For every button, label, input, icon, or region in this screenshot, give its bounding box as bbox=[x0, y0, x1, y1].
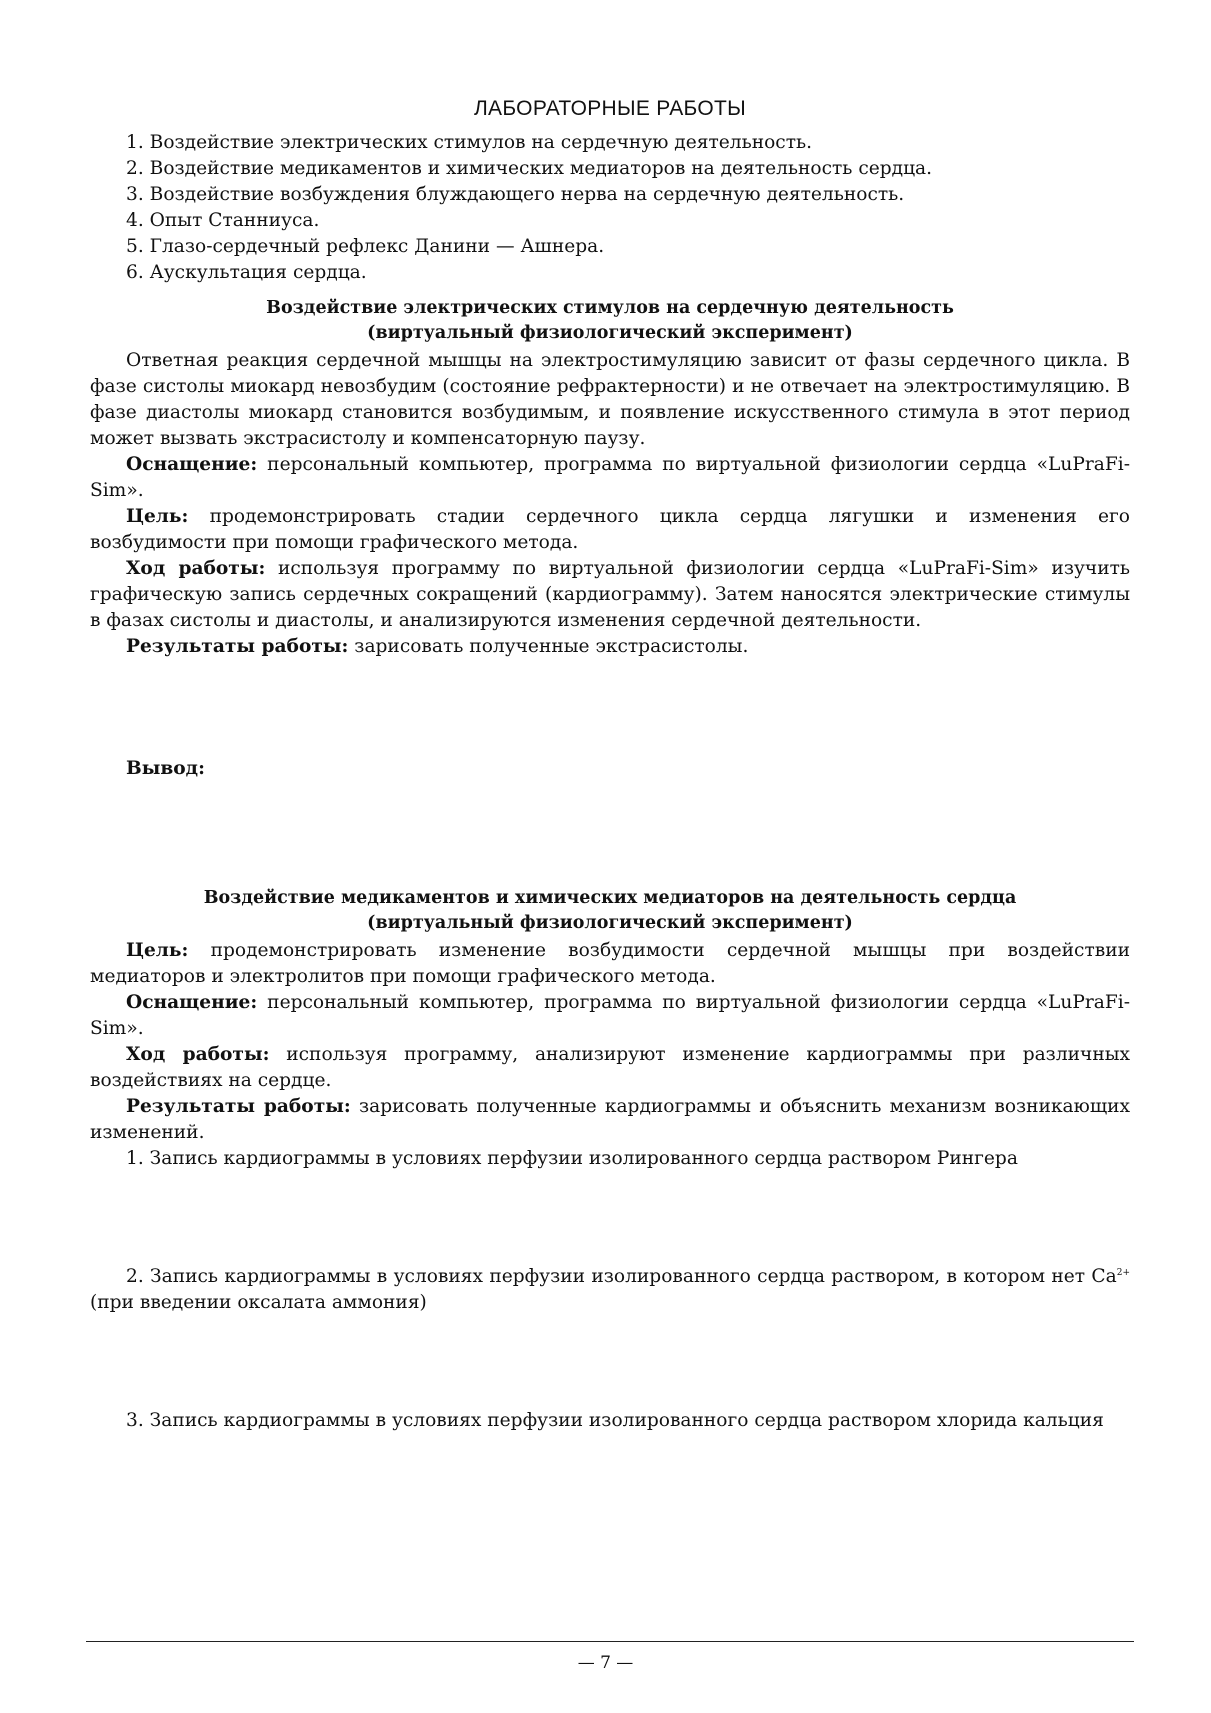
record-item-1: 1. Запись кардиограммы в условиях перфузии изолированного сердца раствором Рингера bbox=[126, 1148, 1018, 1169]
conclusion-label: Вывод: bbox=[126, 758, 205, 779]
goal-text: продемонстрировать изменение возбудимости сердечной мышцы при воздействии медиаторов и электролитов при помощи графического метода. bbox=[90, 940, 1130, 987]
footer-divider bbox=[86, 1641, 1134, 1642]
lab-works-list bbox=[90, 130, 1130, 286]
page-content bbox=[90, 96, 1130, 1434]
section1-goal bbox=[90, 504, 1130, 556]
procedure-label: Ход работы: bbox=[126, 1044, 270, 1065]
section1-subtitle: (виртуальный физиологический эксперимент) bbox=[367, 323, 853, 343]
page-title: ЛАБОРАТОРНЫЕ РАБОТЫ bbox=[473, 97, 747, 120]
results-label: Результаты работы: bbox=[126, 1096, 351, 1117]
lab-work-item: 2. Воздействие медикаментов и химических медиаторов на деятельность сердца. bbox=[126, 158, 933, 179]
results-text: зарисовать полученные кардиограммы и объяснить механизм возникающих изменений. bbox=[90, 1096, 1130, 1143]
section2-heading bbox=[90, 886, 1130, 936]
section2-title: Воздействие медикаментов и химических медиаторов на деятельность сердца bbox=[203, 888, 1017, 908]
ca-charge-superscript: 2+ bbox=[1116, 1267, 1130, 1278]
record2-text-end: (при введении оксалата аммония) bbox=[90, 1292, 427, 1313]
section1-heading bbox=[90, 296, 1130, 346]
section1-intro: Ответная реакция сердечной мышцы на электростимуляцию зависит от фазы сердечного цикла. В фазе систолы миокард невозбудим (состояние рефрактерности) и не отвечает на электростимуляцию. В фазе диастолы миокард становится возбудимым, и появление искусственного стимула в этот период может вызвать экстрасистолу и компенсаторную паузу. bbox=[90, 350, 1130, 449]
procedure-text: используя программу, анализируют изменение кардиограммы при различных воздействиях на сердце. bbox=[90, 1044, 1130, 1091]
lab-work-item: 1. Воздействие электрических стимулов на сердечную деятельность. bbox=[126, 132, 813, 153]
goal-text: продемонстрировать стадии сердечного цикла сердца лягушки и изменения его возбудимости при помощи графического метода. bbox=[90, 506, 1130, 553]
results-text: зарисовать полученные экстрасистолы. bbox=[348, 636, 749, 657]
section1-title: Воздействие электрических стимулов на сердечную деятельность bbox=[266, 298, 954, 318]
equipment-text: персональный компьютер, программа по виртуальной физиологии сердца «LuPraFi-Sim». bbox=[90, 992, 1130, 1039]
procedure-text: используя программу по виртуальной физиологии сердца «LuPraFi-Sim» изучить графическую запись сердечных сокращений (кардиограмму). Затем наносятся электрические стимулы в фазах систолы и диастолы, и анализируются изменения сердечной деятельности. bbox=[90, 558, 1130, 631]
page-number: — 7 — bbox=[577, 1653, 634, 1673]
equipment-text: персональный компьютер, программа по виртуальной физиологии сердца «LuPraFi-Sim». bbox=[90, 454, 1130, 501]
lab-work-item: 5. Глазо-сердечный рефлекс Данини — Ашнера. bbox=[126, 236, 605, 257]
lab-work-item: 6. Аускультация сердца. bbox=[126, 262, 367, 283]
section1-procedure bbox=[90, 556, 1130, 634]
record2-text: 2. Запись кардиограммы в условиях перфузии изолированного сердца раствором, в котором нет Ca bbox=[126, 1266, 1117, 1287]
section2-procedure bbox=[90, 1042, 1130, 1094]
section2 bbox=[90, 886, 1130, 1434]
procedure-label: Ход работы: bbox=[126, 558, 266, 579]
record-item-3: 3. Запись кардиограммы в условиях перфузии изолированного сердца раствором хлорида кальция bbox=[126, 1410, 1104, 1431]
section2-equipment bbox=[90, 990, 1130, 1042]
section1-equipment bbox=[90, 452, 1130, 504]
record-item-2 bbox=[90, 1264, 1130, 1316]
lab-work-item: 4. Опыт Станниуса. bbox=[126, 210, 320, 231]
lab-work-item: 3. Воздействие возбуждения блуждающего нерва на сердечную деятельность. bbox=[126, 184, 905, 205]
goal-label: Цель: bbox=[126, 506, 189, 527]
equipment-label: Оснащение: bbox=[126, 454, 258, 475]
section2-goal bbox=[90, 938, 1130, 990]
goal-label: Цель: bbox=[126, 940, 189, 961]
equipment-label: Оснащение: bbox=[126, 992, 258, 1013]
section2-results bbox=[90, 1094, 1130, 1146]
section2-subtitle: (виртуальный физиологический эксперимент) bbox=[367, 913, 853, 933]
section1-results bbox=[90, 634, 1130, 660]
results-label: Результаты работы: bbox=[126, 636, 349, 657]
